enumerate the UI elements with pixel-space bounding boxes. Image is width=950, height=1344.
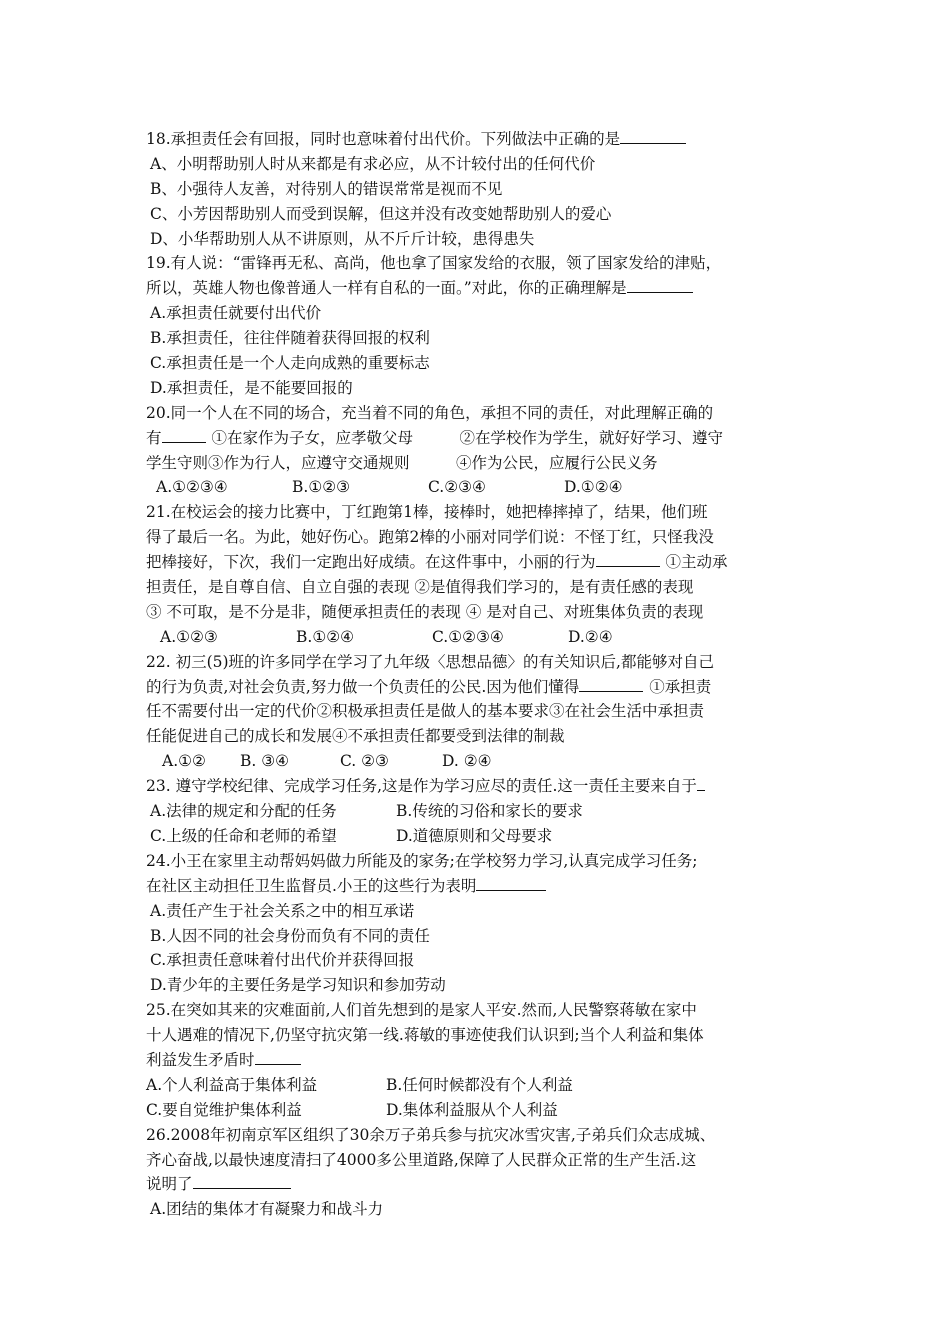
answer-blank — [697, 774, 705, 791]
question-22-option-c: C. ②③ — [340, 752, 389, 771]
question-20-option-b: B.①②③ — [292, 478, 351, 497]
question-21-option-d: D.②④ — [568, 627, 613, 646]
question-19-option-c: C.承担责任是一个人走向成熟的重要标志 — [150, 354, 430, 373]
answer-blank — [162, 426, 206, 443]
answer-blank — [476, 874, 546, 891]
question-21-stem-line2: 得了最后一名。为此，她好伤心。跑第2棒的小丽对同学们说：不怪丁红，只怪我没 — [146, 528, 714, 547]
question-21-option-b: B.①②④ — [296, 627, 355, 646]
question-26-stem-line3: 说明了 — [146, 1172, 826, 1197]
question-23-stem: 23. 遵守学校纪律、完成学习任务,这是作为学习应尽的责任.这一责任主要来自于 — [146, 774, 826, 799]
question-20-stem-line3: 学生守则③作为行人，应遵守交通规则 ④作为公民，应履行公民义务 — [146, 453, 658, 472]
question-23-option-c: C.上级的任命和老师的希望 — [150, 826, 337, 845]
question-19-option-b: B.承担责任，往往伴随着获得回报的权利 — [150, 329, 430, 348]
question-25-stem-line2: 十人遇难的情况下,仍坚守抗灾第一线.蒋敏的事迹使我们认识到;当个人利益和集体 — [146, 1026, 704, 1045]
question-22-stem-line4: 任能促进自己的成长和发展④不承担责任都要受到法律的制裁 — [146, 727, 565, 746]
question-21-stem-line4: 担责任，是自尊自信、自立自强的表现 ②是值得我们学习的，是有责任感的表现 — [146, 578, 694, 597]
question-24-option-d: D.青少年的主要任务是学习知识和参加劳动 — [150, 976, 446, 995]
question-list — [146, 127, 826, 1222]
question-26-stem-line1: 26.2008年初南京军区组织了30余万子弟兵参与抗灾冰雪灾害,子弟兵们众志成城、 — [146, 1125, 716, 1144]
question-24-stem-line1: 24.小王在家里主动帮妈妈做力所能及的家务;在学校努力学习,认真完成学习任务; — [146, 851, 698, 870]
answer-blank — [627, 276, 693, 293]
question-18-option-a: A、小明帮助别人时从来都是有求必应，从不计较付出的任何代价 — [150, 154, 596, 173]
question-26-option-a: A.团结的集体才有凝聚力和战斗力 — [150, 1200, 384, 1219]
question-22-stem-line1: 22. 初三(5)班的许多同学在学习了九年级〈思想品德〉的有关知识后,都能够对自己 — [146, 652, 714, 671]
answer-blank — [579, 675, 643, 692]
question-25-option-b: B.任何时候都没有个人利益 — [386, 1075, 573, 1094]
answer-blank — [255, 1048, 301, 1065]
question-25-option-d: D.集体利益服从个人利益 — [386, 1100, 558, 1119]
question-25-stem-line3: 利益发生矛盾时 — [146, 1048, 826, 1073]
answer-blank — [596, 550, 660, 567]
question-21-stem-line5: ③ 不可取，是不分是非，随便承担责任的表现 ④ 是对自己、对班集体负责的表现 — [146, 602, 704, 621]
question-20-option-d: D.①②④ — [564, 478, 623, 497]
question-21-stem-line1: 21.在校运会的接力比赛中，丁红跑第1棒，接棒时，她把棒摔掉了，结果，他们班 — [146, 503, 708, 522]
question-21-options — [146, 625, 826, 650]
question-23-options-row1 — [146, 799, 826, 824]
answer-blank — [620, 127, 686, 144]
question-25-stem-line1: 25.在突如其来的灾难面前,人们首先想到的是家人平安.然而,人民警察蒋敏在家中 — [146, 1001, 697, 1020]
question-22-option-a: A.①② — [162, 752, 206, 771]
answer-blank — [193, 1172, 291, 1189]
question-25-option-a: A.个人利益高于集体利益 — [146, 1075, 318, 1094]
question-19-stem-line2: 所以，英雄人物也像普通人一样有自私的一面。”对此，你的正确理解是 — [146, 276, 826, 301]
question-26-stem-line2: 齐心奋战,以最快速度清扫了4000多公里道路,保障了人民群众正常的生产生活.这 — [146, 1150, 697, 1169]
question-22-options — [146, 749, 826, 774]
question-19-option-a: A.承担责任就要付出代价 — [150, 304, 322, 323]
question-23-option-d: D.道德原则和父母要求 — [396, 826, 553, 845]
question-21-option-c: C.①②③④ — [432, 627, 504, 646]
question-18-option-d: D、小华帮助别人从不讲原则，从不斤斤计较，患得患失 — [150, 229, 535, 248]
question-19-option-d: D.承担责任，是不能要回报的 — [150, 378, 353, 397]
question-20-stem-line2: 有 ①在家作为子女，应孝敬父母 ②在学校作为学生，就好好学习、遵守 — [146, 426, 826, 451]
question-21-stem-line3: 把棒接好，下次，我们一定跑出好成绩。在这件事中，小丽的行为 ①主动承 — [146, 550, 826, 575]
question-20-option-a: A.①②③④ — [156, 478, 228, 497]
question-21-option-a: A.①②③ — [160, 627, 218, 646]
question-22-option-b: B. ③④ — [240, 752, 290, 771]
question-19-stem-line1: 19.有人说：“雷锋再无私、高尚，他也拿了国家发给的衣服，领了国家发给的津贴， — [146, 254, 722, 273]
question-25-options-row1 — [146, 1073, 826, 1098]
question-24-option-a: A.责任产生于社会关系之中的相互承诺 — [150, 901, 415, 920]
question-24-option-c: C.承担责任意味着付出代价并获得回报 — [150, 951, 415, 970]
question-23-option-a: A.法律的规定和分配的任务 — [150, 802, 337, 821]
question-20-option-c: C.②③④ — [428, 478, 486, 497]
question-25-option-c: C.要自觉维护集体利益 — [146, 1100, 302, 1119]
question-18-option-b: B、小强待人友善，对待别人的错误常常是视而不见 — [150, 179, 503, 198]
question-23-option-b: B.传统的习俗和家长的要求 — [396, 802, 583, 821]
question-22-stem-line2: 的行为负责,对社会负责,努力做一个负责任的公民.因为他们懂得 ①承担责 — [146, 675, 826, 700]
question-20-options — [146, 475, 826, 500]
question-24-stem-line2: 在社区主动担任卫生监督员.小王的这些行为表明 — [146, 874, 826, 899]
question-25-options-row2 — [146, 1098, 826, 1123]
question-24-option-b: B.人因不同的社会身份而负有不同的责任 — [150, 926, 430, 945]
question-18-option-c: C、小芳因帮助别人而受到误解，但这并没有改变她帮助别人的爱心 — [150, 204, 612, 223]
question-22-option-d: D. ②④ — [442, 752, 492, 771]
question-20-stem-line1: 20.同一个人在不同的场合，充当着不同的角色，承担不同的责任，对此理解正确的 — [146, 403, 714, 422]
question-18-stem: 18.承担责任会有回报，同时也意味着付出代价。下列做法中正确的是 — [146, 127, 826, 152]
question-22-stem-line3: 任不需要付出一定的代价②积极承担责任是做人的基本要求③在社会生活中承担责 — [146, 702, 705, 721]
question-23-options-row2 — [146, 824, 826, 849]
